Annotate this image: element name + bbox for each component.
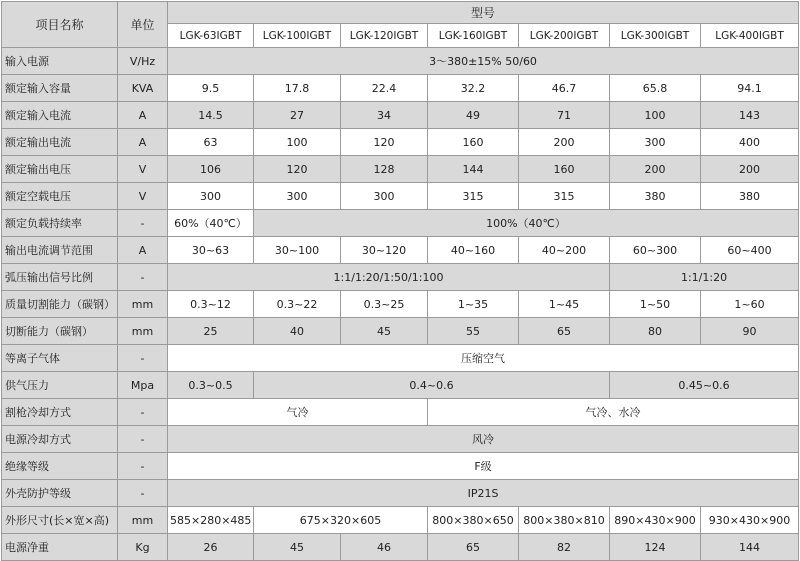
model-cell: LGK-100IGBT — [254, 24, 341, 48]
row-unit: A — [118, 102, 168, 129]
row-label: 切断能力（碳钢） — [2, 318, 118, 345]
row-insulation — [2, 453, 799, 480]
row-value: 1~35 — [428, 291, 519, 318]
row-label: 电源冷却方式 — [2, 426, 118, 453]
row-value: 30~100 — [254, 237, 341, 264]
row-value: 71 — [519, 102, 610, 129]
row-value: 34 — [341, 102, 428, 129]
row-label: 输入电源 — [2, 48, 118, 75]
row-value: 100 — [254, 129, 341, 156]
row-unit: - — [118, 264, 168, 291]
row-value: 60~300 — [610, 237, 701, 264]
row-output-range — [2, 237, 799, 264]
header-model: 型号 — [168, 2, 799, 24]
row-value: 27 — [254, 102, 341, 129]
row-value: 380 — [610, 183, 701, 210]
row-value: 63 — [168, 129, 254, 156]
row-value: 46 — [341, 534, 428, 561]
row-value: 90 — [701, 318, 799, 345]
model-cell: LGK-400IGBT — [701, 24, 799, 48]
row-value: IP21S — [168, 480, 799, 507]
row-value: 气冷、水冷 — [428, 399, 799, 426]
row-value: 1:1/1:20/1:50/1:100 — [168, 264, 610, 291]
row-arc-ratio — [2, 264, 799, 291]
row-value: 30~120 — [341, 237, 428, 264]
row-value: 压缩空气 — [168, 345, 799, 372]
row-value: 风冷 — [168, 426, 799, 453]
row-value: 160 — [428, 129, 519, 156]
row-air-pressure — [2, 372, 799, 399]
row-value: 300 — [168, 183, 254, 210]
row-unit: mm — [118, 318, 168, 345]
row-unit: V — [118, 183, 168, 210]
row-value: 800×380×650 — [428, 507, 519, 534]
row-label: 质量切割能力（碳钢） — [2, 291, 118, 318]
row-value: 0.45~0.6 — [610, 372, 799, 399]
row-value: 300 — [254, 183, 341, 210]
row-duty-cycle — [2, 210, 799, 237]
row-value: 100 — [610, 102, 701, 129]
row-unit: mm — [118, 291, 168, 318]
row-value: 26 — [168, 534, 254, 561]
row-unit: - — [118, 345, 168, 372]
row-rated-capacity — [2, 75, 799, 102]
row-rated-output-current — [2, 129, 799, 156]
row-label: 电源净重 — [2, 534, 118, 561]
row-cut-capacity — [2, 318, 799, 345]
model-cell: LGK-120IGBT — [341, 24, 428, 48]
row-label: 等离子气体 — [2, 345, 118, 372]
row-value: 25 — [168, 318, 254, 345]
row-unit: KVA — [118, 75, 168, 102]
row-label: 输出电流调节范围 — [2, 237, 118, 264]
row-unit: A — [118, 129, 168, 156]
row-unit: V/Hz — [118, 48, 168, 75]
row-value: 585×280×485 — [168, 507, 254, 534]
header-item: 项目名称 — [2, 2, 118, 48]
row-value: 82 — [519, 534, 610, 561]
row-rated-output-voltage — [2, 156, 799, 183]
row-value: 315 — [428, 183, 519, 210]
row-torch-cooling — [2, 399, 799, 426]
row-net-weight — [2, 534, 799, 561]
row-label: 额定空载电压 — [2, 183, 118, 210]
row-value: 40 — [254, 318, 341, 345]
row-value: 300 — [610, 129, 701, 156]
row-label: 额定输入容量 — [2, 75, 118, 102]
model-cell: LGK-200IGBT — [519, 24, 610, 48]
row-value: 55 — [428, 318, 519, 345]
row-value: 100%（40℃） — [254, 210, 799, 237]
row-value: 60~400 — [701, 237, 799, 264]
row-value: 160 — [519, 156, 610, 183]
row-label: 弧压输出信号比例 — [2, 264, 118, 291]
row-value: 1~60 — [701, 291, 799, 318]
row-value: 32.2 — [428, 75, 519, 102]
row-unit: Kg — [118, 534, 168, 561]
row-plasma-gas — [2, 345, 799, 372]
row-value: 300 — [341, 183, 428, 210]
row-value: 120 — [254, 156, 341, 183]
row-value: 400 — [701, 129, 799, 156]
row-unit: A — [118, 237, 168, 264]
row-input-power — [2, 48, 799, 75]
row-unit: - — [118, 480, 168, 507]
row-unit: - — [118, 210, 168, 237]
row-value: 40~160 — [428, 237, 519, 264]
row-unit: - — [118, 399, 168, 426]
row-value: 675×320×605 — [254, 507, 428, 534]
header-unit: 单位 — [118, 2, 168, 48]
row-value: 200 — [701, 156, 799, 183]
spec-table — [1, 1, 799, 561]
row-unit: V — [118, 156, 168, 183]
row-value: 0.3~25 — [341, 291, 428, 318]
row-value: 144 — [428, 156, 519, 183]
row-value: 65 — [519, 318, 610, 345]
row-value: 144 — [701, 534, 799, 561]
model-cell: LGK-160IGBT — [428, 24, 519, 48]
row-value: 30~63 — [168, 237, 254, 264]
row-label: 额定输出电压 — [2, 156, 118, 183]
row-unit: mm — [118, 507, 168, 534]
row-value: 94.1 — [701, 75, 799, 102]
row-label: 额定负载持续率 — [2, 210, 118, 237]
row-value: 14.5 — [168, 102, 254, 129]
row-value: 800×380×810 — [519, 507, 610, 534]
row-value: 65 — [428, 534, 519, 561]
row-value: 45 — [341, 318, 428, 345]
row-label: 割枪冷却方式 — [2, 399, 118, 426]
row-power-cooling — [2, 426, 799, 453]
row-unit: - — [118, 453, 168, 480]
row-value: 120 — [341, 129, 428, 156]
row-no-load-voltage — [2, 183, 799, 210]
row-value: 9.5 — [168, 75, 254, 102]
row-value: 0.4~0.6 — [254, 372, 610, 399]
row-value: 46.7 — [519, 75, 610, 102]
row-label: 额定输出电流 — [2, 129, 118, 156]
row-value: 40~200 — [519, 237, 610, 264]
model-cell: LGK-300IGBT — [610, 24, 701, 48]
row-unit: Mpa — [118, 372, 168, 399]
row-value: 106 — [168, 156, 254, 183]
row-value: 890×430×900 — [610, 507, 701, 534]
row-rated-input-current — [2, 102, 799, 129]
row-value: 0.3~22 — [254, 291, 341, 318]
row-value: 124 — [610, 534, 701, 561]
model-cell: LGK-63IGBT — [168, 24, 254, 48]
row-value: F级 — [168, 453, 799, 480]
row-value: 143 — [701, 102, 799, 129]
row-label: 额定输入电流 — [2, 102, 118, 129]
row-value: 315 — [519, 183, 610, 210]
row-value: 60%（40℃） — [168, 210, 254, 237]
row-label: 外壳防护等级 — [2, 480, 118, 507]
row-value: 1~50 — [610, 291, 701, 318]
row-value: 17.8 — [254, 75, 341, 102]
row-unit: - — [118, 426, 168, 453]
row-protection — [2, 480, 799, 507]
row-value: 0.3~0.5 — [168, 372, 254, 399]
row-value: 65.8 — [610, 75, 701, 102]
row-value: 45 — [254, 534, 341, 561]
row-dimensions — [2, 507, 799, 534]
row-quality-cut — [2, 291, 799, 318]
row-value: 1~45 — [519, 291, 610, 318]
row-value: 气冷 — [168, 399, 428, 426]
row-label: 供气压力 — [2, 372, 118, 399]
row-value: 22.4 — [341, 75, 428, 102]
row-label: 绝缘等级 — [2, 453, 118, 480]
row-value: 200 — [519, 129, 610, 156]
row-value: 930×430×900 — [701, 507, 799, 534]
row-value: 1:1/1:20 — [610, 264, 799, 291]
row-value: 200 — [610, 156, 701, 183]
row-value: 128 — [341, 156, 428, 183]
row-value: 3～380±15% 50/60 — [168, 48, 799, 75]
row-value: 0.3~12 — [168, 291, 254, 318]
row-value: 380 — [701, 183, 799, 210]
row-value: 80 — [610, 318, 701, 345]
row-value: 49 — [428, 102, 519, 129]
row-label: 外形尺寸(长×宽×高) — [2, 507, 118, 534]
